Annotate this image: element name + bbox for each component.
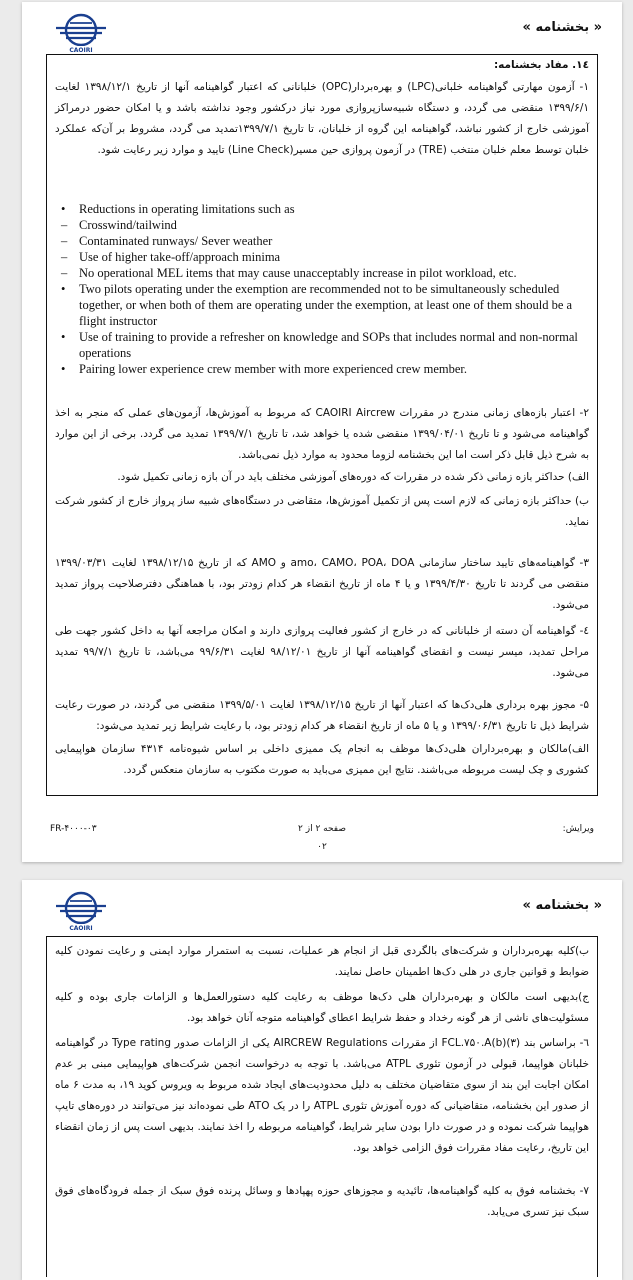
dash-marker: – bbox=[61, 234, 68, 248]
bullet-marker: • bbox=[61, 330, 66, 344]
bullet-item bbox=[57, 217, 589, 233]
bullet-item bbox=[57, 201, 589, 217]
dash-marker: – bbox=[61, 218, 68, 232]
bullet-text: Reductions in operating limitations such as bbox=[79, 202, 295, 216]
paragraph-item-7: ٧- بخشنامه فوق به کلیه گواهینامه‌ها، تائیدیه و مجوزهای حوزه پهپادها و وسائل پرنده فوق سبک از جمله فرودگاه‌های فوق سبک نیز تسری می‌یابد. bbox=[55, 1185, 589, 1218]
content-frame bbox=[46, 936, 598, 1277]
dash-marker: – bbox=[61, 266, 68, 280]
bullet-item bbox=[57, 249, 589, 265]
page-number: ۰۲ bbox=[317, 842, 327, 852]
bullet-text: Use of training to provide a refresher on knowledge and SOPs that includes normal and non-normal operations bbox=[79, 330, 578, 360]
bullet-text: Pairing lower experience crew member with more experienced crew member. bbox=[79, 362, 468, 376]
paragraph-item-4: ٤- گواهینامه آن دسته از خلبانانی که در خارج از کشور فعالیت پروازی دارند و امکان مراجعه آنها به داخل کشور جهت طی مراحل تمدید، میسر نیست و انقضای گواهینامه آنها از تاریخ ۹۸/۱۲/۰۱ لغایت ۹۹/۶/۳۱ می‌باشد، تا تاریخ ۹۹/۷/۱ تمدید می‌شود. bbox=[55, 625, 590, 679]
bullet-text: Crosswind/tailwind bbox=[79, 218, 177, 232]
caoiri-logo-icon bbox=[52, 10, 110, 54]
english-bullet-list bbox=[57, 201, 589, 377]
bullet-item bbox=[57, 361, 589, 377]
paragraph-item-6: ٦- براساس بند FCL.۷۵۰.A(b)(۳) از مقررات AIRCREW Regulations یکی از الزامات صدور Type rating در گواهینامه خلبانان هواپیما، قبولی در آزمون تئوری ATPL می‌باشد. با توجه به درخواست انجمن شرکت‌های هواپیمایی مبنی بر عدم امکان اجابت این بند از سوی متقاضیان مختلف به دلیل محدودیت‌های ایجاد شده مربوط به ویروس کوید ۱۹، به مدت ۶ ماه از صدور این بخشنامه، متقاضیانی که دوره آموزش تئوری ATPL را در یک ATO طی نموده‌اند نیز می‌توانند در دوره‌های تایپ هواپیما شرکت نموده و در صورت دارا بودن سایر شرایط، گواهینامه مربوطه را اخذ نمایند. بدیهی است پس از زمان انقضاء این تاریخ، رعایت مفاد مقررات فوق الزامی خواهد بود. bbox=[55, 1037, 590, 1154]
caoiri-logo-icon bbox=[52, 888, 110, 932]
document-page-1 bbox=[22, 2, 622, 862]
document-page-2 bbox=[22, 880, 622, 1280]
bullet-marker: • bbox=[61, 362, 66, 376]
paragraph-item-3: ۳- گواهینامه‌های تایید ساختار سازمانی amo، CAMO، POA، DOA و AMO که از تاریخ ۱۳۹۸/۱۲/۱۵ لغایت ۱۳۹۹/۰۳/۳۱ منقضی می گردند تا تاریخ ۱۳۹۹/۴/۳۰ و یا ۴ ماه از تاریخ انقضاء هر کدام زودتر بود، با هماهنگی دفترصلاحیت پرواز تمدید می‌شود. bbox=[55, 557, 589, 611]
paragraph-item-5: ۵- مجوز بهره برداری هلی‌دک‌ها که اعتبار آنها از تاریخ ۱۳۹۸/۱۲/۱۵ لغایت ۱۳۹۹/۵/۰۱ منقضی می گردند، در صورت رعایت شرایط ذیل تا تاریخ ۱۳۹۹/۰۶/۳۱ و یا ۵ ماه از تاریخ انقضاء هر کدام زودتر بود، با رعایت شرایط زیر تمدید می‌شود: bbox=[55, 699, 590, 732]
bullet-text: No operational MEL items that may cause unacceptably increase in pilot workload, etc. bbox=[79, 266, 517, 280]
bullet-text: Contaminated runways/ Sever weather bbox=[79, 234, 273, 248]
footer-form-code: FR-۴۰۰۰-۰۳ bbox=[50, 824, 97, 834]
paragraph-item-5b: ب)کلیه بهره‌برداران و شرکت‌های بالگردی قبل از انجام هر عملیات، نسبت به استمرار موارد ایمنی و رعایت نمودن کلیه ضوابط و قوانین جاری در هلی دک‌ها اطمینان حاصل نمایند. bbox=[55, 945, 589, 978]
dash-marker: – bbox=[61, 250, 68, 264]
paragraph-item-2a: الف) حداکثر بازه زمانی ذکر شده در مقررات که دوره‌های آموزشی مختلف باید در آن بازه زمانی تکمیل شود. bbox=[117, 471, 589, 483]
bullet-item bbox=[57, 281, 589, 329]
bullet-marker: • bbox=[61, 282, 66, 296]
document-title: « بخشنامه » bbox=[522, 898, 602, 913]
bullet-text: Two pilots operating under the exemption are recommended not to be simultaneously scheduled together, or when both of them are operating under the exemption, at least one of them should be a flight instructor bbox=[79, 282, 573, 328]
paragraph-item-2b: ب) حداکثر بازه زمانی که لازم است پس از تکمیل آموزش‌ها، متقاضی در دستگاه‌های شبیه ساز پرواز خارج از کشور شرکت نماید. bbox=[55, 495, 589, 528]
bullet-item bbox=[57, 233, 589, 249]
svg-text:CAOIRI: CAOIRI bbox=[69, 925, 93, 932]
bullet-text: Use of higher take-off/approach minima bbox=[79, 250, 281, 264]
bullet-item bbox=[57, 329, 589, 361]
footer-page-count: صفحه ۲ از ۲ bbox=[298, 824, 346, 834]
footer-edition: ویرایش: bbox=[562, 824, 594, 834]
paragraph-item-1: ۱- آزمون مهارتی گواهینامه خلبانی(LPC) و بهره‌بردار(OPC) خلبانانی که اعتبار گواهینامه آنها از تاریخ ۱۳۹۸/۱۲/۱ لغایت ۱۳۹۹/۶/۱ منقضی می گردد، و دستگاه شبیه‌سازپروازی مورد نیاز درکشور وجود نداشته باشد و یا امکان حضور درمراکز آموزشی خارج از کشور نباشد، گواهینامه این گروه از خلبانان، تا تاریخ ۱۳۹۹/۷/۱تمدید می گردد، مشروط بر آن‌که عملکرد خلبان توسط معلم خلبان منتخب (TRE) در آزمون پروازی حین مسیر(Line Check) تایید و موارد زیر رعایت شود. bbox=[55, 81, 589, 156]
paragraph-item-5c: ج)بدیهی است مالکان و بهره‌برداران هلی دک‌ها موظف به رعایت کلیه دستورالعمل‌ها و الزامات جاری بوده و کلیه مسئولیت‌های ناشی از هر گونه رخداد و حفظ شرایط اعطای گواهینامه متوجه آنان خواهد بود. bbox=[55, 991, 589, 1024]
content-frame bbox=[46, 54, 598, 796]
paragraph-item-5a: الف)مالکان و بهره‌برداران هلی‌دک‌ها موظف به انجام یک ممیزی داخلی بر اساس شیوه‌نامه ۴۳۱۴ سازمان هواپیمایی کشوری و چک لیست مربوطه می‌باشند. نتایج این ممیزی می‌باید به صورت مکتوب به سازمان منعکس گردد. bbox=[55, 743, 589, 776]
svg-text:CAOIRI: CAOIRI bbox=[69, 47, 93, 54]
section-heading: ۱٤. مفاد بخشنامه: bbox=[493, 59, 589, 71]
paragraph-item-2: ۲- اعتبار بازه‌های زمانی مندرج در مقررات CAOIRI Aircrew که مربوط به آموزش‌ها، آزمون‌های عملی که منجر به اخذ گواهینامه می‌شود و تا تاریخ ۱۳۹۹/۰۴/۰۱ منقضی شده یا خواهد شد، تا تاریخ ۱۳۹۹/۷/۱ تمدید می گردد. برخی از این موارد به شرح ذیل قابل ذکر است اما این بخشنامه لزوما محدود به موارد ذیل نمی‌باشد. bbox=[55, 407, 589, 461]
document-title: « بخشنامه » bbox=[522, 20, 602, 35]
bullet-marker: • bbox=[61, 202, 66, 216]
bullet-item bbox=[57, 265, 589, 281]
